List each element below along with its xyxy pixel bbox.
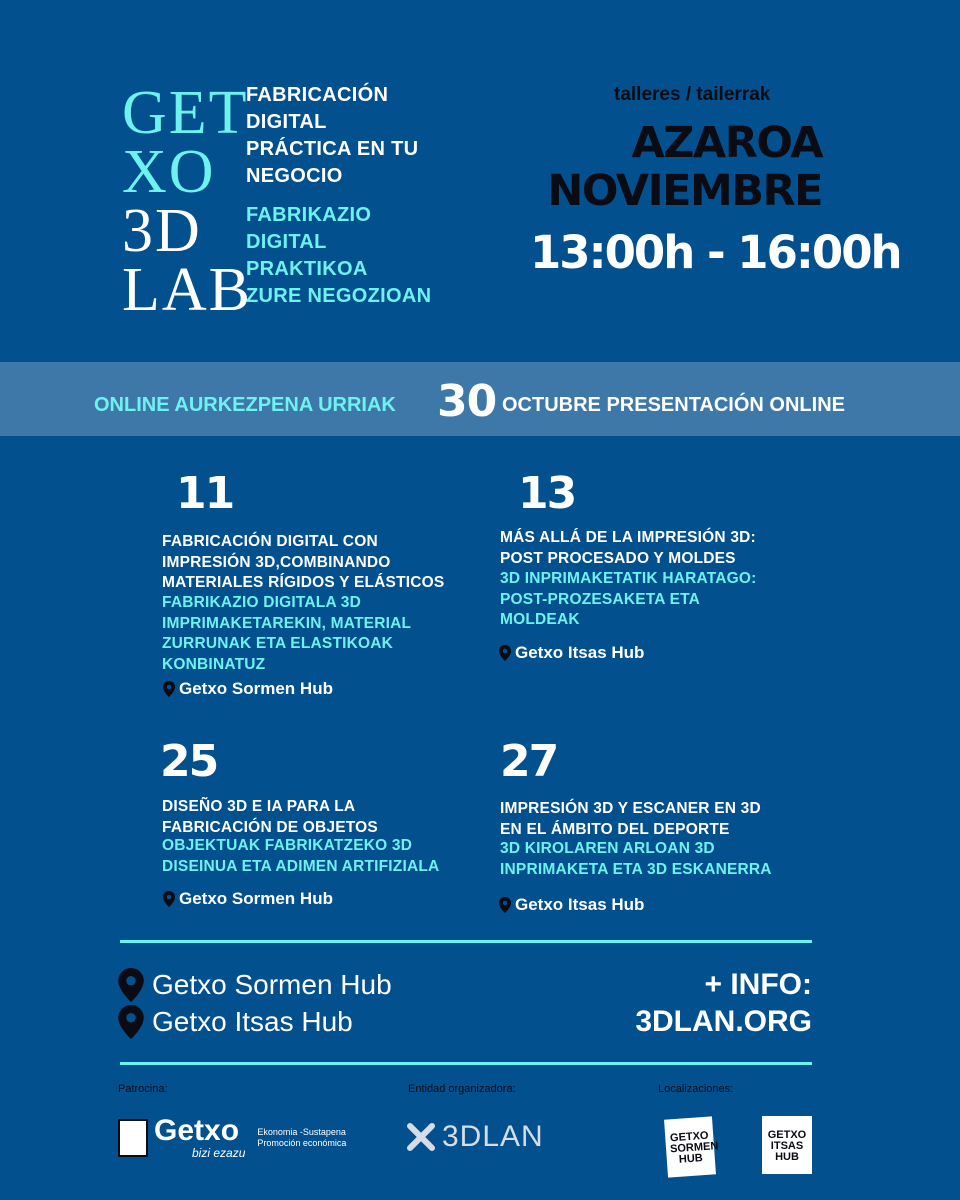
location-pin-icon	[499, 645, 511, 661]
info-label: + INFO:	[704, 968, 812, 1001]
location-pin-icon	[118, 1005, 144, 1039]
eko-line-1: Ekonomia -Sustapena	[257, 1127, 346, 1137]
workshop-day: 13	[518, 468, 576, 519]
workshop-location: Getxo Sormen Hub	[163, 679, 333, 699]
workshop-location: Getxo Itsas Hub	[499, 895, 644, 915]
getxo-sponsor-logo	[118, 1116, 346, 1160]
location-pin-icon	[163, 891, 175, 907]
logo-line-4: LAB	[122, 256, 252, 324]
workshop-title-eu: OBJEKTUAK FABRIKATZEKO 3D DISEINUA ETA ADIMEN ARTIFIZIALA	[162, 837, 440, 875]
logo-line-3: 3D	[122, 197, 202, 265]
getxo-tagline: bizi ezazu	[192, 1146, 246, 1160]
3dlan-logo	[406, 1120, 544, 1154]
band-text-spanish: OCTUBRE PRESENTACIÓN ONLINE	[502, 394, 845, 416]
divider-top	[120, 940, 812, 943]
divider-bottom	[120, 1062, 812, 1065]
getxo-shield-icon	[118, 1119, 148, 1157]
title-basque: FABRIKAZIO DIGITAL PRAKTIKOA ZURE NEGOZIOAN	[246, 204, 432, 307]
logo-line-1: GET	[122, 79, 249, 147]
location-sormen: Getxo Sormen Hub	[118, 968, 392, 1002]
workshop-title-es: DISEÑO 3D E IA PARA LA FABRICACIÓN DE OBJETOS	[162, 798, 378, 836]
sormen-hub-badge: GETXO SORMEN HUB	[664, 1116, 716, 1177]
workshop-title-eu: 3D KIROLAREN ARLOAN 3D INPRIMAKETA ETA 3D ESKANERRA	[500, 840, 772, 878]
itsas-hub-badge: GETXO ITSAS HUB	[762, 1116, 812, 1174]
logo-line-2: XO	[122, 138, 216, 206]
workshop-title-es: MÁS ALLÁ DE LA IMPRESIÓN 3D: POST PROCESADO Y MOLDES	[500, 529, 756, 567]
workshop-location: Getxo Sormen Hub	[163, 889, 333, 909]
eko-line-2: Promoción económica	[257, 1138, 347, 1148]
month-spanish: NOVIEMBRE	[547, 166, 822, 216]
workshop-title-eu: FABRIKAZIO DIGITALA 3D IMPRIMAKETAREKIN, MATERIAL ZURRUNAK ETA ELASTIKOAK KONBINATUZ	[162, 594, 412, 673]
info-url[interactable]: 3DLAN.ORG	[635, 1005, 812, 1038]
locations-label: Localizaciones:	[658, 1083, 734, 1095]
workshops-label: talleres / tailerrak	[614, 84, 771, 105]
workshop-title-eu: 3D INPRIMAKETATIK HARATAGO: POST-PROZESAKETA ETA MOLDEAK	[500, 570, 757, 628]
band-day: 30	[437, 376, 497, 427]
location-pin-icon	[118, 968, 144, 1002]
sponsor-label: Patrocina:	[118, 1083, 168, 1095]
title-spanish: FABRICACIÓN DIGITAL PRÁCTICA EN TU NEGOCIO	[246, 84, 419, 187]
month-basque: AZAROA	[631, 118, 822, 168]
workshop-day: 11	[176, 468, 234, 519]
location-pin-icon	[163, 681, 175, 697]
workshop-day: 25	[160, 736, 218, 787]
workshop-location: Getxo Itsas Hub	[499, 643, 644, 663]
organizer-label: Entidad organizadora:	[408, 1083, 516, 1095]
band-text-basque: ONLINE AURKEZPENA URRIAK	[94, 394, 396, 416]
3dlan-wordmark: 3DLAN	[442, 1120, 544, 1153]
workshop-title-es: IMPRESIÓN 3D Y ESCANER EN 3D EN EL ÁMBITO DEL DEPORTE	[500, 800, 761, 838]
location-itsas: Getxo Itsas Hub	[118, 1005, 353, 1039]
schedule-hours: 13:00h - 16:00h	[530, 226, 901, 279]
x-mark-icon	[406, 1122, 436, 1152]
getxo-wordmark: Getxo	[154, 1114, 240, 1147]
workshop-title-es: FABRICACIÓN DIGITAL CON IMPRESIÓN 3D,COMBINANDO MATERIALES RÍGIDOS Y ELÁSTICOS	[162, 533, 445, 591]
location-pin-icon	[499, 897, 511, 913]
workshop-day: 27	[500, 736, 558, 787]
